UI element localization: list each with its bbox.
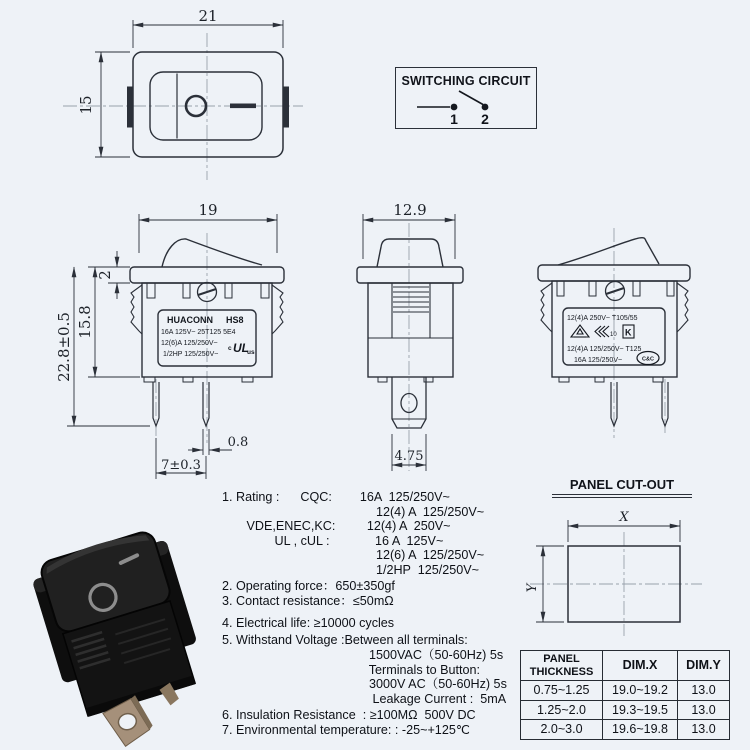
dim-flange-label: 2 [96,270,114,280]
terminal-1-label: 1 [449,111,458,127]
panel-cutout-table [520,650,730,740]
right-snap-clip [677,283,688,332]
cul-us-icon [228,341,255,356]
product-photo [20,508,205,743]
left-mount-tab [128,87,134,127]
spec-rating-vde: VDE,ENEC,KC: 12(4) A 250V~ [222,519,451,534]
cert-kc-icon [623,325,634,338]
switching-circuit-symbol [397,88,536,126]
spec-withstand-1: 1500VAC（50-60Hz) 5s [222,647,504,662]
on-marking-icon [230,104,256,109]
header-panel-thickness: PANEL THICKNESS [521,651,603,681]
front-view-drawing [55,8,315,193]
svg-text:K: K [625,327,632,338]
spec-withstand-3: 3000V AC（50-60Hz) 5s [222,677,507,692]
cell-dim-y: 13.0 [678,681,730,701]
terminal-2-label: 2 [480,111,489,127]
rating-line-1: 12(4)A 250V~ T105/55 [567,315,638,322]
rocker-profile [377,239,443,267]
vent-ribs [393,287,429,312]
open-contact-lever [459,91,483,105]
rating-line-3: 1/2HP 125/250V~ [163,351,219,358]
centerlines [530,532,702,636]
cell-dim-y: 13.0 [678,720,730,740]
spec-rating-cqc2: 12(4) A 125/250V~ [222,504,485,519]
cell-dim-x: 19.3~19.5 [603,700,678,720]
dim-top-width-label: 12.9 [393,201,427,219]
dim-pin-pitch-label: 7±0.3 [161,458,201,473]
cell-thickness: 2.0~3.0 [521,720,603,740]
rating-line-3: 16A 125/250V~ [574,357,623,364]
rating-line-1: 16A 125V~ 25T125 5E4 [161,329,236,336]
header-dim-x: DIM.X [603,651,678,681]
dim-body-height [88,267,140,377]
panel-cutout-title: PANEL CUT-OUT [552,477,692,498]
switching-circuit-box [395,67,537,129]
rating-label [563,308,665,365]
dim-height [95,52,130,157]
spec-environmental-temp: 7. Environmental temperature: : -25~+125℃ [222,722,470,737]
cert-triangle-icon [571,325,589,337]
dim-height-label: 15 [77,95,95,115]
spec-withstand-2: Terminals to Button: [222,662,481,677]
brand-label: HUACONN [167,315,213,325]
dim-pin-thickness-label: 0.8 [227,435,249,450]
panel-cutout-drawing [518,500,713,642]
spec-rating-ul2: 12(6) A 125/250V~ [222,548,485,563]
side-view-left-drawing [55,193,310,488]
table-row [521,720,730,740]
pin-2 [203,382,209,426]
rating-line-2: 12(6)A 125/250V~ [161,340,218,347]
rocker-profile [558,238,659,265]
cell-dim-x: 19.0~19.2 [603,681,678,701]
dim-pin-thickness [188,429,232,455]
side-view-right-drawing [533,193,710,445]
spec-operating-force: 2. Operating force：650±350gf [222,578,395,593]
left-snap-clip [541,283,552,332]
switching-circuit-title: SWITCHING CIRCUIT [401,74,531,88]
dim-width-label: 21 [198,7,218,25]
spec-rating-ul3: 1/2HP 125/250V~ [222,562,480,577]
table-row [521,700,730,720]
spec-insulation-resistance: 6. Insulation Resistance : ≥100MΩ 500V DC [222,708,476,723]
left-snap-clip [131,285,142,334]
centerlines [614,228,665,438]
header-dim-y: DIM.Y [678,651,730,681]
model-label: HS8 [226,315,244,325]
dim-y-label: Y [525,583,540,593]
svg-text:C&C: C&C [642,356,654,363]
spec-leakage-current: Leakage Current : 5mA [222,691,507,706]
dim-terminal-width-label: 4.75 [394,449,424,464]
rocker-profile [162,239,262,267]
dim-x-label: X [619,510,629,525]
end-view-drawing [340,193,485,485]
cell-thickness: 0.75~1.25 [521,681,603,701]
svg-text:us: us [247,349,255,356]
spec-rating-ul1: UL , cUL : 16 A 125V~ [222,533,444,548]
dim-body-height-label: 15.8 [76,305,94,339]
switch-end-outline [357,239,463,428]
centerlines [156,233,207,443]
terminal-1-dot [450,104,457,111]
table-row [521,681,730,701]
spec-rating: 1. Rating : CQC: 16A 125/250V~ [222,490,450,504]
cc-mark-icon [637,352,659,365]
specifications-list [222,490,530,738]
spec-withstand-voltage: 5. Withstand Voltage :Between all terminals: [222,633,468,648]
cell-dim-y: 13.0 [678,700,730,720]
table-header-row [521,651,730,681]
spec-electrical-life: 4. Electrical life: ≥10000 cycles [222,615,395,630]
switch-front-outline [128,52,289,157]
rating-line-2: 12(4)A 125/250V~ T125 [567,346,642,353]
dim-total-height-label: 22.8±0.5 [55,312,73,382]
spec-contact-resistance: 3. Contact resistance：≤50mΩ [222,594,394,609]
dim-total-height [67,267,150,426]
svg-text:UL: UL [233,341,249,355]
cell-thickness: 1.25~2.0 [521,700,603,720]
right-mount-tab [283,87,289,127]
centerlines [63,33,303,180]
svg-text:10: 10 [610,332,617,338]
dim-top-width-label: 19 [198,201,218,219]
cell-dim-x: 19.6~19.8 [603,720,678,740]
svg-text:c: c [228,345,232,352]
right-snap-clip [272,285,283,334]
